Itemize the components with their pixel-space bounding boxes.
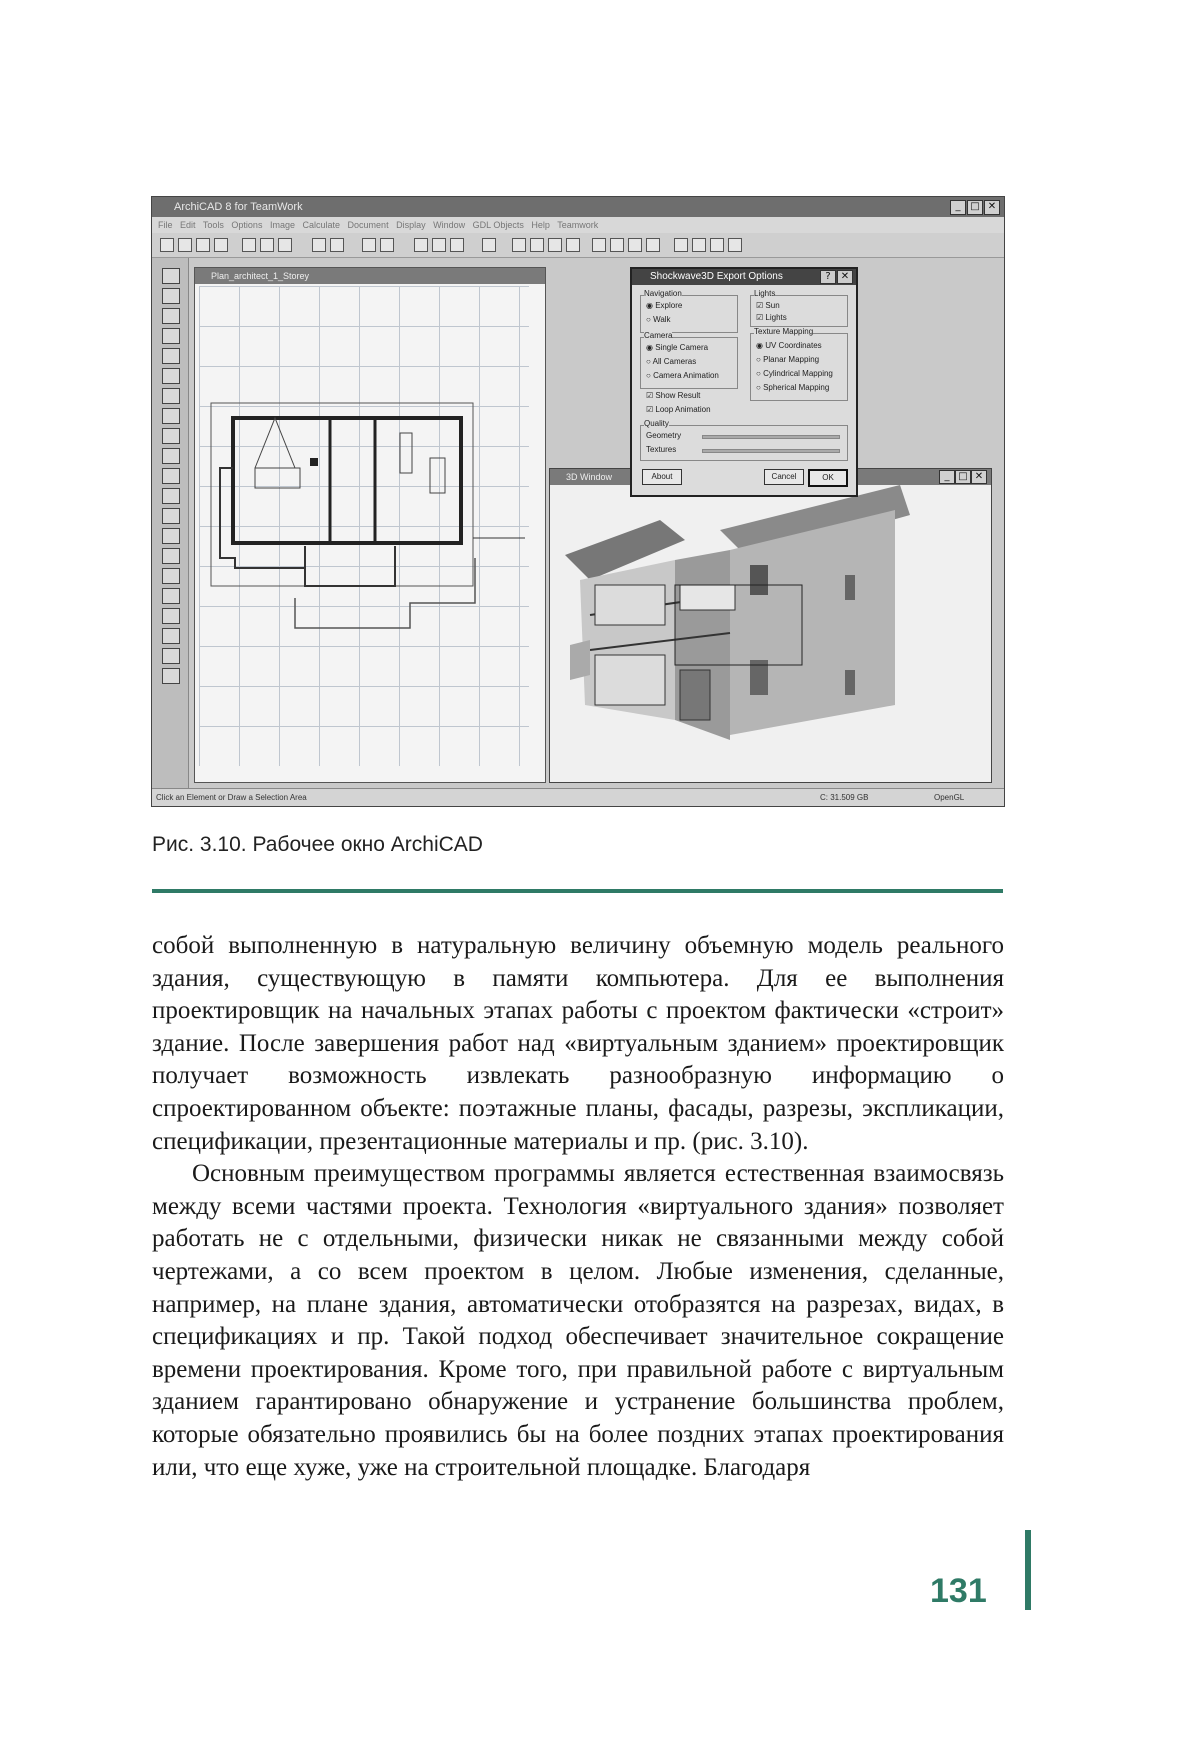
zone-tool-icon[interactable] — [162, 508, 180, 524]
dimension-tool-icon[interactable] — [162, 528, 180, 544]
toolbox — [152, 258, 189, 788]
radio-cylindrical-mapping[interactable]: ○ Cylindrical Mapping — [756, 369, 833, 378]
lights-label: Lights — [754, 289, 776, 298]
cancel-button[interactable]: Cancel — [764, 469, 804, 485]
radio-all-cameras[interactable]: ○ All Cameras — [646, 357, 697, 366]
door-tool-icon[interactable] — [162, 428, 180, 444]
paragraph: собой выполненную в натуральную величину объемную модель реального здания, существующую в памяти компьютера. Для ее выполнения проектировщик на начальных этапах работы с проектом фактически «строит» здание. После завершения работ над «виртуальным зданием» проектировщик получает возможность извлекать разнообразную информацию о спроектированном объекте: поэтажные планы, фасады, разрезы, экспликации, спецификации, презентационные материалы и пр. (рис. 3.10). — [152, 932, 1004, 1155]
radio-explore[interactable]: ◉ Explore — [646, 301, 683, 310]
settings-icon[interactable] — [710, 238, 724, 252]
column-tool-icon[interactable] — [162, 328, 180, 344]
minimize-icon[interactable]: _ — [950, 200, 966, 215]
help-icon[interactable]: ? — [820, 270, 836, 284]
text-tool-icon[interactable] — [162, 548, 180, 564]
menu-item[interactable]: GDL Objects — [472, 220, 524, 230]
radio-camera-animation[interactable]: ○ Camera Animation — [646, 371, 719, 380]
layout-icon[interactable] — [674, 238, 688, 252]
arc-tool-icon[interactable] — [162, 588, 180, 604]
plan-window-title: Plan_architect_1_Storey — [211, 271, 310, 281]
cut-icon[interactable] — [242, 238, 256, 252]
close-icon[interactable]: ✕ — [971, 470, 987, 484]
object-tool-icon[interactable] — [162, 468, 180, 484]
minimize-icon[interactable]: _ — [939, 470, 955, 484]
lights-group — [750, 295, 848, 327]
detail-icon[interactable] — [566, 238, 580, 252]
geometry-slider[interactable] — [702, 435, 840, 439]
radio-planar-mapping[interactable]: ○ Planar Mapping — [756, 355, 820, 364]
mesh-tool-icon[interactable] — [162, 488, 180, 504]
new-file-icon[interactable] — [160, 238, 174, 252]
dialog-titlebar — [632, 269, 856, 285]
checkbox-loop-animation[interactable]: ☑ Loop Animation — [646, 405, 711, 414]
page-number: 131 — [930, 1572, 987, 1610]
stair-tool-icon[interactable] — [162, 408, 180, 424]
main-toolbar — [152, 233, 1004, 258]
arrow-down-icon[interactable] — [450, 238, 464, 252]
zoom-icon[interactable] — [380, 238, 394, 252]
teamwork-icon[interactable] — [692, 238, 706, 252]
3d-window[interactable] — [549, 468, 992, 783]
figure-tool-icon[interactable] — [162, 648, 180, 664]
quality-label: Quality — [644, 419, 669, 428]
app-title-bar — [152, 197, 1004, 217]
roof-tool-icon[interactable] — [162, 388, 180, 404]
textures-label: Textures — [646, 445, 677, 454]
figure-caption: Рис. 3.10. Рабочее окно ArchiCAD — [152, 833, 483, 856]
body-text — [152, 930, 1004, 1484]
shockwave-export-dialog — [630, 267, 858, 497]
menu-item[interactable]: Document — [347, 220, 389, 230]
texture-mapping-label: Texture Mapping — [754, 327, 814, 336]
section-icon[interactable] — [530, 238, 544, 252]
camera-icon[interactable] — [628, 238, 642, 252]
navigation-label: Navigation — [644, 289, 682, 298]
save-icon[interactable] — [196, 238, 210, 252]
menu-bar — [152, 217, 1004, 233]
menu-item[interactable]: Display — [396, 220, 426, 230]
status-bar — [152, 788, 1004, 807]
grid-icon[interactable] — [362, 238, 376, 252]
menu-item[interactable]: File — [158, 220, 173, 230]
menu-item[interactable]: Window — [433, 220, 466, 230]
app-title: ArchiCAD 8 for TeamWork — [174, 201, 303, 213]
window-tool-icon[interactable] — [162, 448, 180, 464]
camera-label: Camera — [644, 331, 673, 340]
polyline-tool-icon[interactable] — [162, 608, 180, 624]
3d-view-icon[interactable] — [610, 238, 624, 252]
hatch-tool-icon[interactable] — [162, 628, 180, 644]
about-button[interactable]: About — [642, 469, 682, 485]
building-3d-model — [550, 485, 991, 782]
marquee-tool-icon[interactable] — [162, 288, 180, 304]
status-message: Click an Element or Draw a Selection Area — [156, 793, 307, 802]
radio-single-camera[interactable]: ◉ Single Camera — [646, 343, 709, 352]
checkbox-show-result[interactable]: ☑ Show Result — [646, 391, 701, 400]
caption-divider — [152, 889, 1003, 893]
menu-item[interactable]: Teamwork — [557, 220, 599, 230]
maximize-icon[interactable]: □ — [967, 200, 983, 215]
ok-button[interactable]: OK — [808, 469, 848, 487]
navigator-icon[interactable] — [646, 238, 660, 252]
paste-icon[interactable] — [278, 238, 292, 252]
paragraph: Основным преимуществом программы является естественная взаимосвязь между всеми частями проекта. Технология «виртуального здания» позволяет работать не с отдельными, физически никак не связанными между собой чертежами, а со всем проектом в целом. Любые изменения, сделанные, например, на плане здания, автоматически отобразятся на разрезах, видах, в спецификациях и пр. Такой подход обеспечивает значительное сокращение времени проектирования. Кроме того, при правильной работе с виртуальным зданием гарантировано обнаружение и устранение большинства проблем, которые обязательно проявились бы на более поздних этапах проектирования или, что еще хуже, уже на строительной площадке. Благодаря — [152, 1160, 1004, 1481]
beam-tool-icon[interactable] — [162, 348, 180, 364]
line-tool-icon[interactable] — [162, 568, 180, 584]
slab-tool-icon[interactable] — [162, 368, 180, 384]
disk-status: C: 31.509 GB — [820, 793, 869, 802]
select-icon[interactable] — [482, 238, 496, 252]
arrow-tool-icon[interactable] — [162, 268, 180, 284]
menu-item[interactable]: Image — [269, 220, 295, 230]
maximize-icon[interactable]: □ — [955, 470, 971, 484]
camera-tool-icon[interactable] — [162, 668, 180, 684]
print-icon[interactable] — [214, 238, 228, 252]
arrow-up-icon[interactable] — [432, 238, 446, 252]
radio-walk[interactable]: ○ Walk — [646, 315, 671, 324]
menu-item[interactable]: Edit — [180, 220, 196, 230]
close-icon[interactable]: ✕ — [984, 200, 1000, 215]
renderer-status: OpenGL — [934, 793, 965, 802]
checkbox-sun[interactable]: ☑ Sun — [756, 301, 780, 310]
close-icon[interactable]: ✕ — [837, 270, 853, 284]
plan-window[interactable] — [194, 267, 546, 783]
redo-icon[interactable] — [330, 238, 344, 252]
radio-uv-coordinates[interactable]: ◉ UV Coordinates — [756, 341, 822, 350]
layer-icon[interactable] — [414, 238, 428, 252]
menu-item[interactable]: Calculate — [302, 220, 341, 230]
checkbox-lights[interactable]: ☑ Lights — [756, 313, 787, 322]
help-icon[interactable] — [728, 238, 742, 252]
floor-plan-drawing — [195, 268, 545, 782]
menu-item[interactable]: Options — [231, 220, 263, 230]
render-icon[interactable] — [592, 238, 606, 252]
dialog-title: Shockwave3D Export Options — [650, 271, 783, 282]
copy-icon[interactable] — [260, 238, 274, 252]
menu-item[interactable]: Tools — [202, 220, 224, 230]
radio-spherical-mapping[interactable]: ○ Spherical Mapping — [756, 383, 830, 392]
wall-tool-icon[interactable] — [162, 308, 180, 324]
open-file-icon[interactable] — [178, 238, 192, 252]
plan-icon[interactable] — [512, 238, 526, 252]
menu-item[interactable]: Help — [531, 220, 550, 230]
undo-icon[interactable] — [312, 238, 326, 252]
3d-window-title: 3D Window — [566, 472, 613, 482]
archicad-screenshot — [151, 196, 1005, 807]
elevation-icon[interactable] — [548, 238, 562, 252]
geometry-label: Geometry — [646, 431, 682, 440]
textures-slider[interactable] — [702, 449, 840, 453]
page-number-bar — [1025, 1530, 1031, 1610]
